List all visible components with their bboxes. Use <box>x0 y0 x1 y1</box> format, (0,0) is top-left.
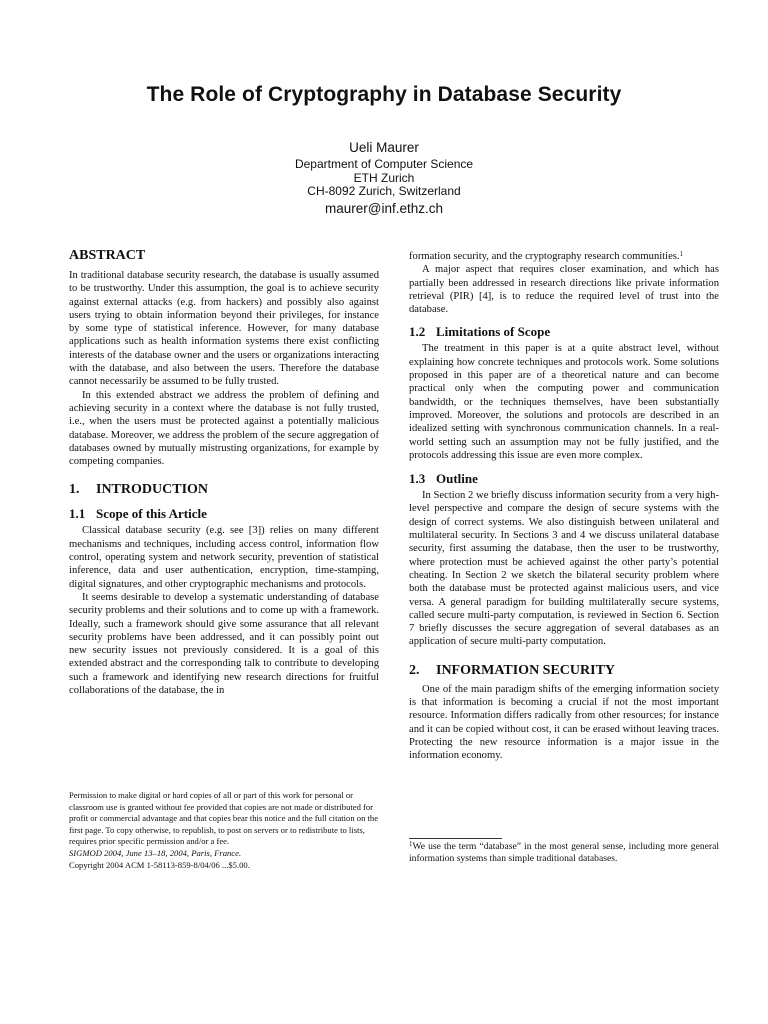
author-email: maurer@inf.ethz.ch <box>325 200 443 216</box>
section-1-number: 1. <box>69 482 80 498</box>
affiliation-institution: ETH Zurich <box>353 170 415 185</box>
subsection-1-2-number: 1.2 <box>409 324 426 340</box>
copyright-line: Copyright 2004 ACM 1-58113-859-8/04/06 ...$5.00. <box>69 859 250 870</box>
outline-paragraph: In Section 2 we briefly discuss information security from a very high-level perspective and compare the design of secure systems with the design of correct systems. We also distinguish between unilateral and multilateral security. In Sections 3 and 4 we discuss unilateral database security, first assuming the database, then the user to be trustworthy, where protection must be achieved against the other party’s potential cheating. In Section 2 we sketch the bilateral security problem where both the database must be protected against malicious users, and vice versa. A general paradigm for building multilaterally secure systems, called secure multi-party computation, is reviewed in Section 6. Section 7 briefly discusses the secure aggregation of several databases as an application of secure multi-party computation. <box>409 490 719 648</box>
right-column <box>409 250 719 763</box>
left-column <box>69 248 379 697</box>
continuation-text: formation security, and the cryptography research communities. <box>409 251 680 262</box>
permission-text: Permission to make digital or hard copies of all or part of this work for personal or classroom use is granted without fee provided that copies are not made or distributed for profit or commercial advantage and that copies bear this notice and the full citation on the first page. To copy otherwise, to republish, to post on servers or to redistribute to lists, requires prior specific permission and/or a fee. <box>69 790 379 847</box>
affiliation-department: Department of Computer Science <box>294 157 474 171</box>
footnote-mark: 1 <box>409 840 413 848</box>
footnote <box>409 841 719 865</box>
author-block <box>0 140 768 217</box>
subsection-1-2-title: Limitations of Scope <box>436 324 551 340</box>
limitations-paragraph: The treatment in this paper is at a quite abstract level, without explaining how concrete techniques and protocols work. Some solutions proposed in this paper are of a theoretical nature and can become practical only when the computing power and communication bandwidth, or the techniques themselves, have been substantially improved. Moreover, the solutions and protocols are described in an idealized setting with synchronous communication channels. In a real-world setting such an assumption may not be fully justified, and the protocols addressing this issue are even more complex. <box>409 343 719 461</box>
section-2-heading <box>409 663 719 679</box>
subsection-1-3-title: Outline <box>436 471 478 487</box>
section-1-title: INTRODUCTION <box>96 482 209 498</box>
author-name: Ueli Maurer <box>349 140 419 155</box>
intro-paragraph-1: Classical database security (e.g. see [3]) relies on many different mechanisms and techniques, including access control, information flow control, operating system and network security, prevention of statistical inference, data and user authentication, encryption, time-stamping, digital signatures, and other cryptographic mechanisms and protocols. <box>69 525 379 590</box>
continuation-paragraph <box>409 250 719 263</box>
subsection-1-3-heading <box>409 471 719 486</box>
abstract-heading: ABSTRACT <box>69 248 146 263</box>
permission-notice <box>69 790 381 871</box>
footnote-divider <box>409 838 502 839</box>
abstract-paragraph-1: In traditional database security research, the database is usually assumed to be trustworthy. Under this assumption, the goal is to achieve security against external attacks (e.g. from hackers) and possibly also against users trying to obtain information beyond their privileges, for instance by some type of statistical inference. However, for many database applications such as health information systems there exist conflicting interests of the database owner and the users or organizations interacting with the database, and also between the users. Therefore the database cannot necessarily be assumed to be fully trusted. <box>69 270 379 388</box>
section-2-title: INFORMATION SECURITY <box>436 662 616 678</box>
subsection-1-1-title: Scope of this Article <box>96 506 207 522</box>
conference-venue: SIGMOD 2004, June 13–18, 2004, Paris, France. <box>69 847 242 858</box>
subsection-1-1-number: 1.1 <box>69 506 86 522</box>
footnote-reference: 1 <box>679 250 684 258</box>
footnote-text: We use the term “database” in the most general sense, including more general information systems than simple traditional databases. <box>409 841 719 864</box>
intro-paragraph-2: It seems desirable to develop a systematic understanding of database security problems and their solutions and to come up with a framework. Ideally, such a framework should give some assurance that all relevant security problems have been addressed, and it can possibly point out new security issues not previously considered. It is a goal of this extended abstract and the corresponding talk to contribute to developing such a framework and identifying new research directions for fruitful collaborations of the database, the in <box>69 591 379 697</box>
subsection-1-1-heading <box>69 506 379 521</box>
affiliation-address: CH-8092 Zurich, Switzerland <box>307 184 461 198</box>
trust-paragraph: A major aspect that requires closer examination, and which has partially been addressed in research directions like private information retrieval (PIR) [4], is to reduce the required level of trust into the database. <box>409 264 719 316</box>
abstract-paragraph-2: In this extended abstract we address the problem of defining and achieving security in a context where the database is not fully trusted, i.e., when the users must be protected against a potentially malicious database. Moreover, we address the problem of the secure aggregation of databases owned by mutually mistrusting organizations, for example by competing companies. <box>69 389 379 468</box>
information-security-paragraph: One of the main paradigm shifts of the emerging information society is that information is becoming a crucial if not the most important resource. Information differs radically from other resources; for instance and it can be copied without cost, it can be erased without leaving traces. Protecting the new resource information is a major issue in the information economy. <box>409 683 719 762</box>
paper-title: The Role of Cryptography in Database Security <box>146 83 622 106</box>
subsection-1-3-number: 1.3 <box>409 471 426 487</box>
subsection-1-2-heading <box>409 324 719 339</box>
section-1-heading <box>69 482 379 498</box>
section-2-number: 2. <box>409 662 420 678</box>
